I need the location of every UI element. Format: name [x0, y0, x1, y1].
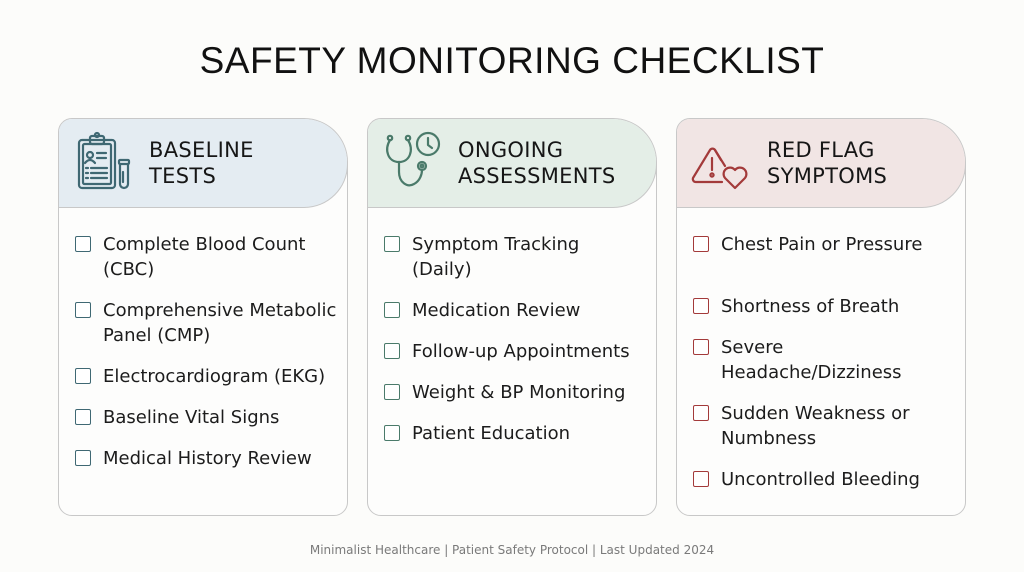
checkbox[interactable] — [693, 236, 709, 252]
checklist — [677, 208, 965, 492]
checklist-item-label: Follow-up Appointments — [412, 341, 630, 362]
red-flag-symptoms-card — [676, 118, 966, 516]
checklist — [368, 208, 656, 446]
checklist-item-label: Baseline Vital Signs — [103, 407, 280, 428]
card-title-line: SYMPTOMS — [767, 164, 888, 188]
checkbox[interactable] — [75, 236, 91, 252]
footer-text: Minimalist Healthcare | Patient Safety Protocol | Last Updated 2024 — [309, 543, 715, 557]
checkbox[interactable] — [384, 384, 400, 400]
card-header — [677, 119, 966, 208]
checklist-item-label: Uncontrolled Bleeding — [721, 469, 920, 490]
checklist-item[interactable] — [75, 298, 347, 348]
checkbox[interactable] — [384, 343, 400, 359]
checklist-item[interactable] — [75, 232, 347, 282]
card-header — [368, 119, 657, 208]
card-title — [458, 137, 616, 189]
checklist-item[interactable] — [384, 380, 656, 405]
baseline-tests-card — [58, 118, 348, 516]
checkbox[interactable] — [693, 298, 709, 314]
checklist-item-label: Patient Education — [412, 423, 571, 444]
checkbox[interactable] — [384, 236, 400, 252]
checkbox[interactable] — [384, 425, 400, 441]
checklist-item-label: Symptom Tracking (Daily) — [412, 234, 580, 280]
checklist-item-label: Medication Review — [412, 300, 581, 321]
checkbox[interactable] — [75, 368, 91, 384]
checklist-item[interactable] — [384, 421, 656, 446]
checklist-item-label: Chest Pain or Pressure — [721, 234, 923, 255]
checklist-item[interactable] — [693, 467, 965, 492]
checkbox[interactable] — [384, 302, 400, 318]
checklist-item[interactable] — [384, 298, 656, 323]
checklist-item[interactable] — [693, 294, 965, 319]
checklist-item-label: Weight & BP Monitoring — [412, 382, 626, 403]
checklist-item-label: Complete Blood Count (CBC) — [103, 234, 306, 280]
checklist-item[interactable] — [75, 405, 347, 430]
card-title-line: TESTS — [149, 164, 217, 188]
clipboard-test-tube-icon — [73, 130, 139, 196]
checkbox[interactable] — [75, 409, 91, 425]
checkbox[interactable] — [75, 450, 91, 466]
checkbox[interactable] — [75, 302, 91, 318]
checklist-item[interactable] — [693, 232, 965, 257]
checklist-item[interactable] — [693, 335, 965, 385]
checklist-item-label: Shortness of Breath — [721, 296, 900, 317]
checkbox[interactable] — [693, 405, 709, 421]
card-title — [149, 137, 254, 189]
checklist-item[interactable] — [384, 232, 656, 282]
card-header — [59, 119, 348, 208]
checklist-item-label: Comprehensive Metabolic Panel (CMP) — [103, 300, 337, 346]
checklist-item[interactable] — [693, 401, 965, 451]
checklist-item-label: Severe Headache/Dizziness — [721, 337, 902, 383]
checklist-item[interactable] — [384, 339, 656, 364]
card-title-line: RED FLAG — [767, 138, 875, 162]
checkbox[interactable] — [693, 339, 709, 355]
checklist-item-label: Medical History Review — [103, 448, 312, 469]
card-title — [767, 137, 887, 189]
card-title-line: ASSESSMENTS — [458, 164, 616, 188]
checklist — [59, 208, 347, 471]
checkbox[interactable] — [693, 471, 709, 487]
checklist-item[interactable] — [75, 446, 347, 471]
card-title-line: ONGOING — [458, 138, 564, 162]
checklist-item-label: Sudden Weakness or Numbness — [721, 403, 910, 449]
checklist-item-label: Electrocardiogram (EKG) — [103, 366, 326, 387]
page-title: SAFETY MONITORING CHECKLIST — [199, 40, 825, 81]
ongoing-assessments-card — [367, 118, 657, 516]
warning-heart-icon — [691, 130, 757, 196]
card-title-line: BASELINE — [149, 138, 254, 162]
checklist-item[interactable] — [75, 364, 347, 389]
stethoscope-clock-icon — [382, 130, 448, 196]
